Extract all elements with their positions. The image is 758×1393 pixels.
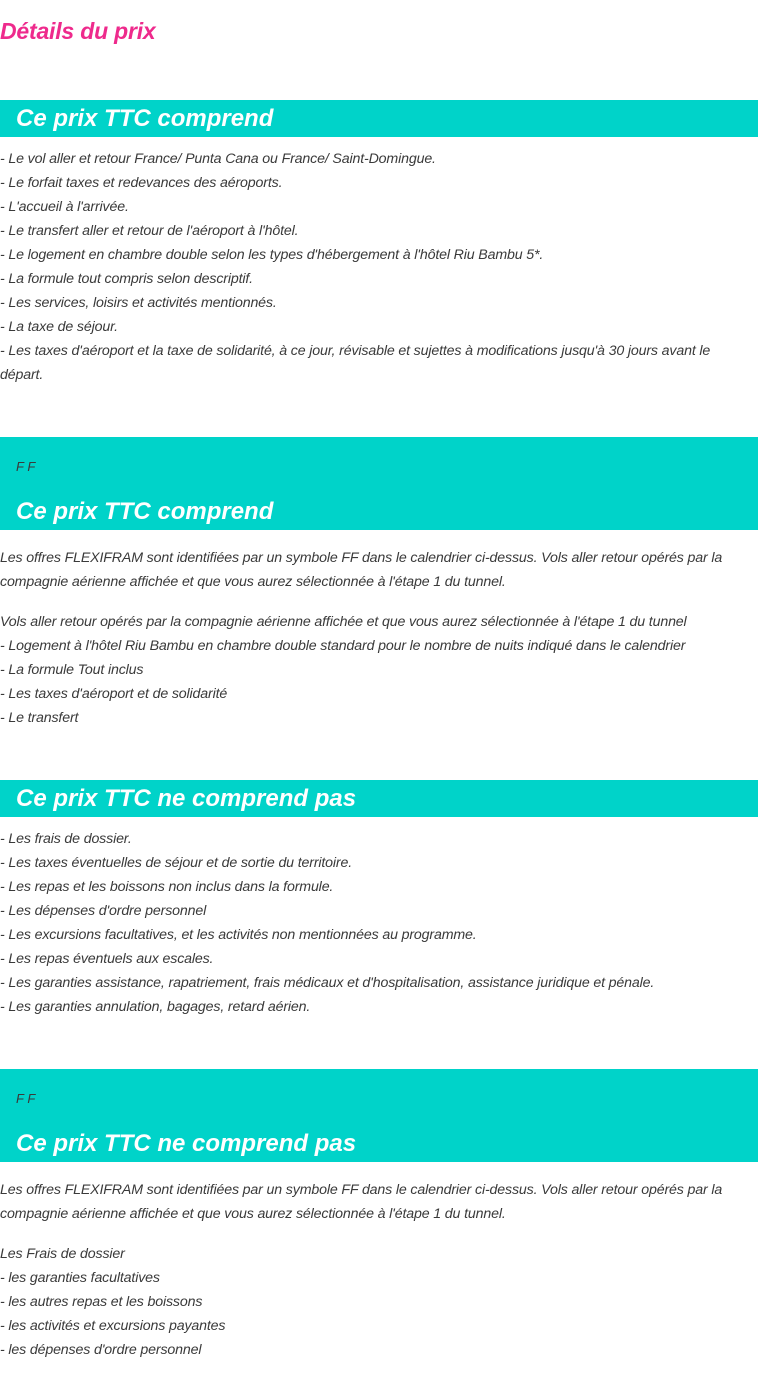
- list-item: - Les dépenses d'ordre personnel: [0, 903, 207, 919]
- list-item: - Le transfert aller et retour de l'aéroport à l'hôtel.: [0, 223, 299, 239]
- section-title: Ce prix TTC comprend: [16, 105, 274, 132]
- included-list: [0, 147, 752, 387]
- list-item: Les Frais de dossier: [0, 1246, 125, 1262]
- list-item: - Les garanties assistance, rapatriement, frais médicaux et d'hospitalisation, assistance juridique et pénale.: [0, 975, 655, 991]
- section-header-flexifram-not-included: [0, 1069, 758, 1162]
- not-included-list: [0, 827, 752, 1019]
- section-title: Ce prix TTC ne comprend pas: [16, 1130, 357, 1157]
- section-title: Ce prix TTC ne comprend pas: [16, 785, 357, 812]
- list-item: - Le vol aller et retour France/ Punta Cana ou France/ Saint-Domingue.: [0, 151, 436, 167]
- list-item: - La taxe de séjour.: [0, 319, 118, 335]
- flexifram-intro: Les offres FLEXIFRAM sont identifiées par un symbole FF dans le calendrier ci-dessus. Vols aller retour opérés par la compagnie aérienne affichée et que vous aurez sélectionnée à l'étape 1 du tunnel.: [0, 550, 723, 590]
- list-item: - La formule tout compris selon descriptif.: [0, 271, 253, 287]
- list-item: - La formule Tout inclus: [0, 662, 144, 678]
- flexifram-label: F F: [16, 459, 36, 474]
- list-item: - les dépenses d'ordre personnel: [0, 1342, 202, 1358]
- list-item: - les autres repas et les boissons: [0, 1294, 203, 1310]
- flexifram-not-included-content: [0, 1178, 752, 1362]
- list-item: - Les services, loisirs et activités mentionnés.: [0, 295, 277, 311]
- list-item: - Le forfait taxes et redevances des aéroports.: [0, 175, 283, 191]
- list-item: - Les excursions facultatives, et les activités non mentionnées au programme.: [0, 927, 477, 943]
- list-item: - Les frais de dossier.: [0, 831, 132, 847]
- list-item: - L'accueil à l'arrivée.: [0, 199, 129, 215]
- flexifram-intro: Les offres FLEXIFRAM sont identifiées par un symbole FF dans le calendrier ci-dessus. Vols aller retour opérés par la compagnie aérienne affichée et que vous aurez sélectionnée à l'étape 1 du tunnel.: [0, 1182, 723, 1222]
- list-item: - Les repas éventuels aux escales.: [0, 951, 214, 967]
- list-item: - Les taxes éventuelles de séjour et de sortie du territoire.: [0, 855, 353, 871]
- list-item: Vols aller retour opérés par la compagnie aérienne affichée et que vous aurez sélectionnée à l'étape 1 du tunnel: [0, 614, 687, 630]
- list-item: - Le transfert: [0, 710, 79, 726]
- flexifram-included-content: [0, 546, 752, 730]
- list-item: - les garanties facultatives: [0, 1270, 160, 1286]
- list-item: - Les garanties annulation, bagages, retard aérien.: [0, 999, 311, 1015]
- page-title: Détails du prix: [0, 18, 156, 44]
- section-header-included: [0, 100, 758, 137]
- flexifram-label: F F: [16, 1091, 36, 1106]
- list-item: - Les taxes d'aéroport et de solidarité: [0, 686, 228, 702]
- section-header-flexifram-included: [0, 437, 758, 530]
- list-item: - Logement à l'hôtel Riu Bambu en chambre double standard pour le nombre de nuits indiqué dans le calendrier: [0, 638, 686, 654]
- list-item: - les activités et excursions payantes: [0, 1318, 226, 1334]
- section-title: Ce prix TTC comprend: [16, 498, 274, 525]
- list-item: - Le logement en chambre double selon les types d'hébergement à l'hôtel Riu Bambu 5*.: [0, 247, 544, 263]
- list-item: - Les taxes d'aéroport et la taxe de solidarité, à ce jour, révisable et sujettes à modifications jusqu'à 30 jours avant le départ.: [0, 343, 711, 383]
- section-header-not-included: [0, 780, 758, 817]
- list-item: - Les repas et les boissons non inclus dans la formule.: [0, 879, 334, 895]
